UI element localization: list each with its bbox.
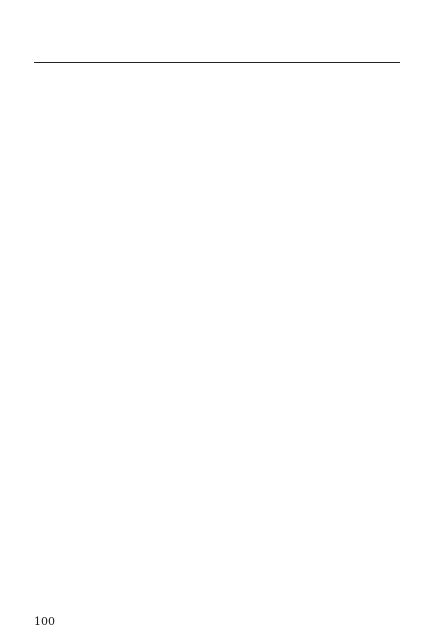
paragraph-5: [34, 404, 400, 484]
paragraph-2: [34, 155, 400, 235]
text-column: [34, 72, 400, 487]
document-page: [34, 48, 400, 628]
top-rule: [34, 62, 400, 63]
paragraph-4: [34, 321, 400, 401]
paragraph-1: [34, 72, 400, 152]
page-number: 100: [34, 615, 55, 628]
paragraph-3: [34, 238, 400, 318]
